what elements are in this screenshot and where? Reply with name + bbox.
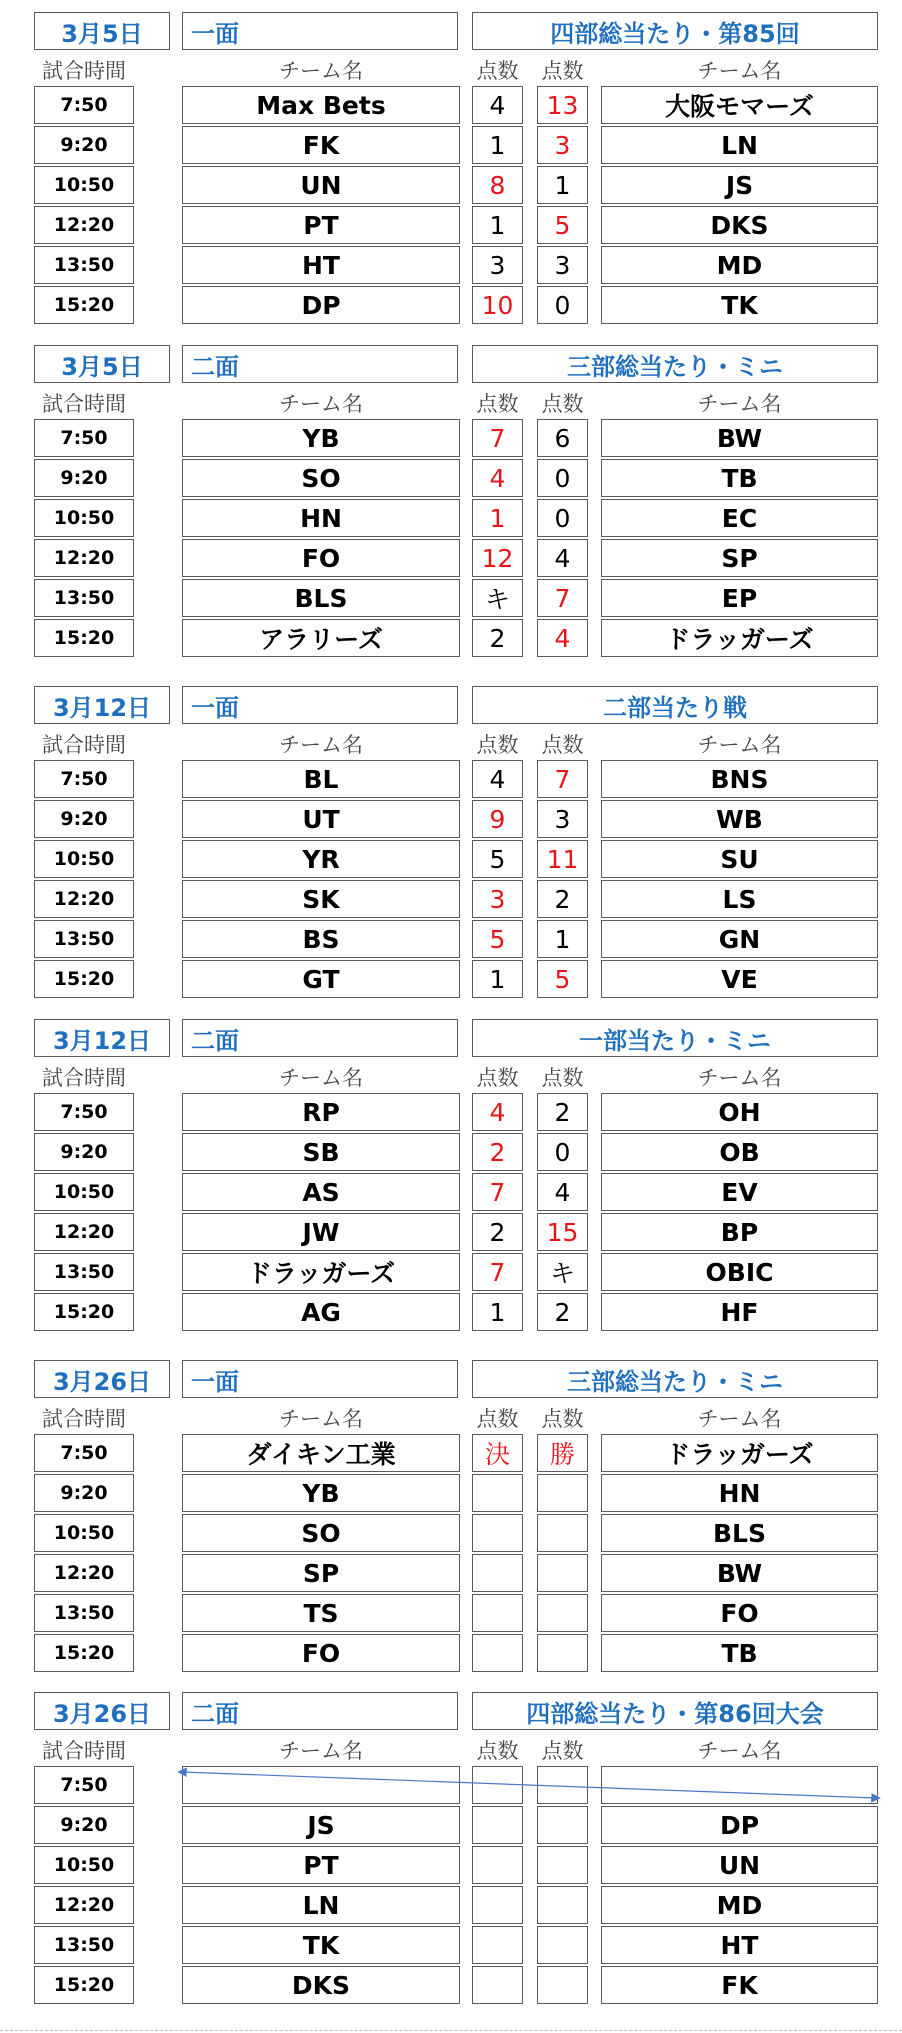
home-score <box>472 1634 523 1672</box>
block-court: 一面 <box>182 1360 458 1398</box>
away-team: FK <box>601 1966 878 2004</box>
schedule-block <box>0 333 902 664</box>
home-team: YR <box>182 840 460 878</box>
label-score-away: 点数 <box>541 733 584 757</box>
home-score: 決 <box>472 1434 523 1472</box>
away-score <box>537 1634 588 1672</box>
home-score: 2 <box>472 1133 523 1171</box>
away-team: BW <box>601 419 878 457</box>
label-score-home: 点数 <box>476 1739 519 1763</box>
match-time: 10:50 <box>34 166 134 204</box>
away-score: 3 <box>537 800 588 838</box>
away-team: TB <box>601 1634 878 1672</box>
home-team: PT <box>182 206 460 244</box>
block-date: 3月5日 <box>34 12 170 50</box>
away-score: 6 <box>537 419 588 457</box>
block-court: 二面 <box>182 1019 458 1057</box>
match-time: 12:20 <box>34 206 134 244</box>
match-time: 9:20 <box>34 459 134 497</box>
home-score <box>472 1926 523 1964</box>
label-score-home: 点数 <box>476 733 519 757</box>
home-score: 4 <box>472 760 523 798</box>
away-score: 13 <box>537 86 588 124</box>
home-team: JW <box>182 1213 460 1251</box>
home-team: UN <box>182 166 460 204</box>
label-time: 試合時間 <box>42 1066 126 1090</box>
home-team: FO <box>182 1634 460 1672</box>
label-team-away: チーム名 <box>697 1066 782 1090</box>
label-team-away: チーム名 <box>697 392 782 416</box>
home-score: 1 <box>472 206 523 244</box>
match-time: 9:20 <box>34 126 134 164</box>
away-team: HT <box>601 1926 878 1964</box>
label-team-away: チーム名 <box>697 59 782 83</box>
away-team: BP <box>601 1213 878 1251</box>
match-time: 9:20 <box>34 800 134 838</box>
home-team: PT <box>182 1846 460 1884</box>
home-team: FK <box>182 126 460 164</box>
match-time: 13:50 <box>34 1926 134 1964</box>
away-team: EP <box>601 579 878 617</box>
block-court: 一面 <box>182 12 458 50</box>
match-time: 10:50 <box>34 1173 134 1211</box>
schedule-block <box>0 0 902 331</box>
block-date: 3月26日 <box>34 1360 170 1398</box>
home-score: 4 <box>472 459 523 497</box>
match-time: 13:50 <box>34 1594 134 1632</box>
match-time: 9:20 <box>34 1474 134 1512</box>
label-score-away: 点数 <box>541 1066 584 1090</box>
away-team: SP <box>601 539 878 577</box>
away-score: 4 <box>537 1173 588 1211</box>
away-score: 4 <box>537 539 588 577</box>
away-score: 1 <box>537 920 588 958</box>
home-score: 1 <box>472 499 523 537</box>
away-team: ドラッガーズ <box>601 619 878 657</box>
away-team: OH <box>601 1093 878 1131</box>
home-score <box>472 1514 523 1552</box>
home-team: Max Bets <box>182 86 460 124</box>
label-team-home: チーム名 <box>279 1739 363 1763</box>
away-score: 15 <box>537 1213 588 1251</box>
match-time: 10:50 <box>34 1846 134 1884</box>
home-team: アラリーズ <box>182 619 460 657</box>
away-score <box>537 1846 588 1884</box>
away-score <box>537 1594 588 1632</box>
away-team: DP <box>601 1806 878 1844</box>
away-team: BLS <box>601 1514 878 1552</box>
away-score: 勝 <box>537 1434 588 1472</box>
home-score: 2 <box>472 1213 523 1251</box>
home-score: 2 <box>472 619 523 657</box>
home-score: 7 <box>472 1173 523 1211</box>
home-team: SK <box>182 880 460 918</box>
schedule-block <box>0 1348 902 1679</box>
match-time: 7:50 <box>34 419 134 457</box>
match-time: 13:50 <box>34 579 134 617</box>
block-tournament: 三部総当たり・ミニ <box>472 1360 878 1398</box>
label-team-away: チーム名 <box>697 1739 782 1763</box>
away-team: HF <box>601 1293 878 1331</box>
away-score: 7 <box>537 579 588 617</box>
label-team-home: チーム名 <box>279 1066 363 1090</box>
match-time: 7:50 <box>34 760 134 798</box>
block-date: 3月5日 <box>34 345 170 383</box>
match-time: 10:50 <box>34 840 134 878</box>
match-time: 12:20 <box>34 1554 134 1592</box>
away-team: BW <box>601 1554 878 1592</box>
home-score: 5 <box>472 840 523 878</box>
label-team-away: チーム名 <box>697 1407 782 1431</box>
away-team: MD <box>601 246 878 284</box>
away-team: JS <box>601 166 878 204</box>
schedule-block <box>0 674 902 1005</box>
label-team-home: チーム名 <box>279 1407 363 1431</box>
block-tournament: 一部当たり・ミニ <box>472 1019 878 1057</box>
away-score: キ <box>537 1253 588 1291</box>
page-break-line <box>0 2030 902 2031</box>
home-team: AG <box>182 1293 460 1331</box>
home-team: BL <box>182 760 460 798</box>
home-team: YB <box>182 1474 460 1512</box>
match-time: 10:50 <box>34 1514 134 1552</box>
match-time: 12:20 <box>34 1213 134 1251</box>
away-score: 5 <box>537 206 588 244</box>
home-score <box>472 1806 523 1844</box>
away-score: 2 <box>537 1293 588 1331</box>
match-time: 13:50 <box>34 920 134 958</box>
away-score <box>537 1966 588 2004</box>
away-score <box>537 1886 588 1924</box>
home-team: SO <box>182 1514 460 1552</box>
away-team: TB <box>601 459 878 497</box>
match-time: 12:20 <box>34 539 134 577</box>
home-team: DP <box>182 286 460 324</box>
match-time: 15:20 <box>34 1966 134 2004</box>
label-time: 試合時間 <box>42 392 126 416</box>
label-time: 試合時間 <box>42 1407 126 1431</box>
home-score <box>472 1554 523 1592</box>
home-score: 4 <box>472 86 523 124</box>
label-score-home: 点数 <box>476 59 519 83</box>
home-score <box>472 1966 523 2004</box>
label-score-away: 点数 <box>541 392 584 416</box>
label-time: 試合時間 <box>42 733 126 757</box>
schedule-block <box>0 1680 902 2011</box>
away-team: BNS <box>601 760 878 798</box>
away-team: GN <box>601 920 878 958</box>
away-score: 1 <box>537 166 588 204</box>
home-team: HN <box>182 499 460 537</box>
home-score: 7 <box>472 419 523 457</box>
away-score <box>537 1474 588 1512</box>
match-time: 15:20 <box>34 960 134 998</box>
away-team: ドラッガーズ <box>601 1434 878 1472</box>
home-score: 10 <box>472 286 523 324</box>
home-score: 5 <box>472 920 523 958</box>
away-score <box>537 1514 588 1552</box>
home-score: 1 <box>472 1293 523 1331</box>
away-score: 7 <box>537 760 588 798</box>
block-date: 3月26日 <box>34 1692 170 1730</box>
away-team: UN <box>601 1846 878 1884</box>
away-team: 大阪モマーズ <box>601 86 878 124</box>
block-tournament: 三部総当たり・ミニ <box>472 345 878 383</box>
label-team-home: チーム名 <box>279 733 363 757</box>
label-score-home: 点数 <box>476 1066 519 1090</box>
away-score: 3 <box>537 126 588 164</box>
away-team: OBIC <box>601 1253 878 1291</box>
home-score: 3 <box>472 246 523 284</box>
schedule-block <box>0 1007 902 1338</box>
away-score: 2 <box>537 880 588 918</box>
home-score <box>472 1846 523 1884</box>
match-time: 9:20 <box>34 1133 134 1171</box>
away-team: MD <box>601 1886 878 1924</box>
home-team: GT <box>182 960 460 998</box>
away-team: DKS <box>601 206 878 244</box>
home-score: 9 <box>472 800 523 838</box>
away-team: SU <box>601 840 878 878</box>
away-score: 2 <box>537 1093 588 1131</box>
home-team: SO <box>182 459 460 497</box>
away-team: VE <box>601 960 878 998</box>
home-team: SB <box>182 1133 460 1171</box>
match-time: 15:20 <box>34 286 134 324</box>
away-score: 3 <box>537 246 588 284</box>
away-score: 5 <box>537 960 588 998</box>
match-time: 15:20 <box>34 619 134 657</box>
match-time: 7:50 <box>34 1093 134 1131</box>
away-score: 0 <box>537 459 588 497</box>
away-team: WB <box>601 800 878 838</box>
home-score: 1 <box>472 126 523 164</box>
away-score: 11 <box>537 840 588 878</box>
label-score-home: 点数 <box>476 392 519 416</box>
block-court: 二面 <box>182 345 458 383</box>
home-score: 12 <box>472 539 523 577</box>
match-time: 7:50 <box>34 1766 134 1804</box>
away-team: LN <box>601 126 878 164</box>
home-team: TK <box>182 1926 460 1964</box>
match-time: 9:20 <box>34 1806 134 1844</box>
home-team: YB <box>182 419 460 457</box>
home-score: キ <box>472 579 523 617</box>
match-time: 7:50 <box>34 86 134 124</box>
away-score: 0 <box>537 499 588 537</box>
block-court: 二面 <box>182 1692 458 1730</box>
match-time: 12:20 <box>34 1886 134 1924</box>
match-time: 13:50 <box>34 1253 134 1291</box>
match-time: 7:50 <box>34 1434 134 1472</box>
label-team-home: チーム名 <box>279 59 363 83</box>
match-time: 15:20 <box>34 1634 134 1672</box>
away-score <box>537 1926 588 1964</box>
match-time: 15:20 <box>34 1293 134 1331</box>
home-score: 4 <box>472 1093 523 1131</box>
match-time: 10:50 <box>34 499 134 537</box>
home-team: DKS <box>182 1966 460 2004</box>
away-score: 0 <box>537 1133 588 1171</box>
block-tournament: 四部総当たり・第86回大会 <box>472 1692 878 1730</box>
home-team: RP <box>182 1093 460 1131</box>
away-score: 4 <box>537 619 588 657</box>
label-time: 試合時間 <box>42 1739 126 1763</box>
home-team: JS <box>182 1806 460 1844</box>
away-team: EC <box>601 499 878 537</box>
home-team: AS <box>182 1173 460 1211</box>
home-team: HT <box>182 246 460 284</box>
label-score-away: 点数 <box>541 59 584 83</box>
away-score: 0 <box>537 286 588 324</box>
home-score: 3 <box>472 880 523 918</box>
block-tournament: 四部総当たり・第85回 <box>472 12 878 50</box>
home-score: 1 <box>472 960 523 998</box>
away-score <box>537 1554 588 1592</box>
home-team: BLS <box>182 579 460 617</box>
home-score <box>472 1594 523 1632</box>
away-team: LS <box>601 880 878 918</box>
label-score-away: 点数 <box>541 1739 584 1763</box>
match-time: 12:20 <box>34 880 134 918</box>
label-score-home: 点数 <box>476 1407 519 1431</box>
label-time: 試合時間 <box>42 59 126 83</box>
block-court: 一面 <box>182 686 458 724</box>
home-team: BS <box>182 920 460 958</box>
home-score <box>472 1886 523 1924</box>
away-score <box>537 1806 588 1844</box>
home-score: 8 <box>472 166 523 204</box>
home-team: ドラッガーズ <box>182 1253 460 1291</box>
away-team: EV <box>601 1173 878 1211</box>
block-date: 3月12日 <box>34 686 170 724</box>
away-team: HN <box>601 1474 878 1512</box>
home-score <box>472 1474 523 1512</box>
match-time: 13:50 <box>34 246 134 284</box>
block-tournament: 二部当たり戦 <box>472 686 878 724</box>
away-team: FO <box>601 1594 878 1632</box>
label-score-away: 点数 <box>541 1407 584 1431</box>
home-team: ダイキン工業 <box>182 1434 460 1472</box>
home-team: TS <box>182 1594 460 1632</box>
label-team-away: チーム名 <box>697 733 782 757</box>
home-team: SP <box>182 1554 460 1592</box>
block-date: 3月12日 <box>34 1019 170 1057</box>
away-team: OB <box>601 1133 878 1171</box>
home-team: UT <box>182 800 460 838</box>
home-team: FO <box>182 539 460 577</box>
away-team: TK <box>601 286 878 324</box>
label-team-home: チーム名 <box>279 392 363 416</box>
home-team: LN <box>182 1886 460 1924</box>
home-score: 7 <box>472 1253 523 1291</box>
